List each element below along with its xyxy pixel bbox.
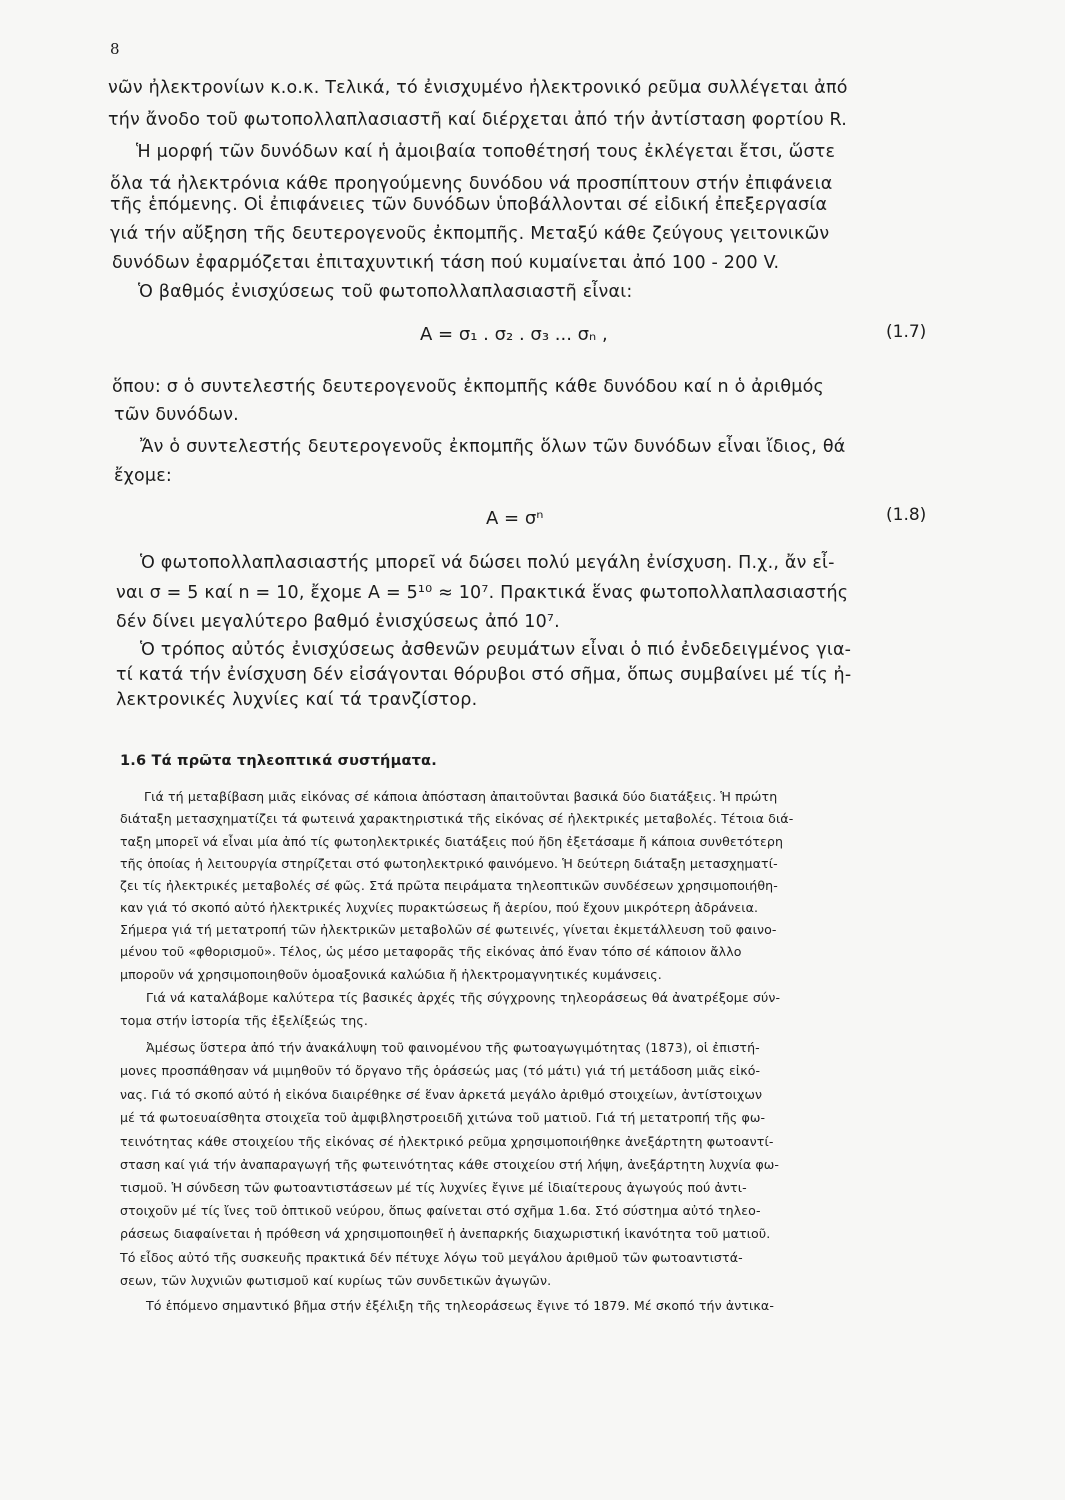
text-line: Τό ἑπόμενο σημαντικό βῆμα στήν ἐξέλιξη τῆς τηλεοράσεως ἔγινε τό 1879. Μέ σκοπό τήν ἀντικα- <box>146 1298 774 1313</box>
text-line: Ὁ τρόπος αὐτός ἐνισχύσεως ἀσθενῶν ρευμάτων εἶναι ὁ πιό ἐνδεδειγμένος για- <box>140 640 852 660</box>
text-line: σταση καί γιά τήν ἀναπαραγωγή τῆς φωτεινότητας κάθε στοιχείου στή λήψη, ἀνεξάρτητη λυχνία φω- <box>120 1157 780 1172</box>
section-heading: 1.6 Τά πρῶτα τηλεοπτικά συστήματα. <box>120 753 437 769</box>
text-line: νας. Γιά τό σκοπό αὐτό ἡ εἰκόνα διαιρέθηκε σέ ἕναν ἀρκετά μεγάλο ἀριθμό στοιχείων, ἀντίστοιχων <box>120 1087 763 1102</box>
text-line: τῆς ἑπόμενης. Οἱ ἐπιφάνειες τῶν δυνόδων ὑποβάλλονται σέ εἰδική ἐπεξεργασία <box>110 195 828 215</box>
text-line: ναι σ = 5 καί n = 10, ἔχομε A = 5¹⁰ ≈ 10⁷. Πρακτικά ἕνας φωτοπολλαπλασιαστής <box>116 583 849 603</box>
page-number: 8 <box>110 40 120 58</box>
text-line: τεινότητας κάθε στοιχείου τῆς εἰκόνας σέ ἠλεκτρικό ρεῦμα χρησιμοποιήθηκε ἀνεξάρτητη φωτοαντί- <box>120 1134 774 1149</box>
text-line: τῶν δυνόδων. <box>114 405 239 425</box>
text-line: τί κατά τήν ἐνίσχυση δέν εἰσάγονται θόρυβοι στό σῆμα, ὅπως συμβαίνει μέ τίς ἠ- <box>116 665 852 685</box>
equation-number: (1.7) <box>886 322 927 342</box>
text-line: τισμοῦ. Ἡ σύνδεση τῶν φωτοαντιστάσεων μέ τίς λυχνίες ἔγινε μέ ἰδιαίτερους ἀγωγούς πού ἀντι- <box>120 1180 747 1195</box>
text-line: ταξη μπορεῖ νά εἶναι μία ἀπό τίς φωτοηλεκτρικές διατάξεις πού ἤδη ἐξετάσαμε ἤ κάποια συνθετότερη <box>120 834 784 849</box>
text-line: Γιά νά καταλάβομε καλύτερα τίς βασικές ἀρχές τῆς σύγχρονης τηλεοράσεως θά ἀνατρέξομε σύν- <box>146 990 781 1005</box>
text-line: ἔχομε: <box>114 466 172 486</box>
text-line: διάταξη μετασχηματίζει τά φωτεινά χαρακτηριστικά τῆς εἰκόνας σέ ἠλεκτρικές μεταβολές. Τέτοια διά- <box>120 811 794 826</box>
text-line: νῶν ἠλεκτρονίων κ.ο.κ. Τελικά, τό ἐνισχυμένο ἠλεκτρονικό ρεῦμα συλλέγεται ἀπό <box>108 78 848 98</box>
text-line: Ἄν ὁ συντελεστής δευτερογενοῦς ἐκπομπῆς ὅλων τῶν δυνόδων εἶναι ἴδιος, θά <box>140 437 846 457</box>
text-line: ζει τίς ἠλεκτρικές μεταβολές σέ φῶς. Στά πρῶτα πειράματα τηλεοπτικῶν συνδέσεων χρησιμοποιήθη- <box>120 878 778 893</box>
text-line: τήν ἄνοδο τοῦ φωτοπολλαπλασιαστῆ καί διέρχεται ἀπό τήν ἀντίσταση φορτίου R. <box>108 110 848 130</box>
equation-1-7: A = σ₁ . σ₂ . σ₃ ... σₙ , <box>420 324 608 345</box>
equation-1-8: A = σⁿ <box>486 508 544 529</box>
text-line: τῆς ὁποίας ἡ λειτουργία στηρίζεται στό φωτοηλεκτρικό φαινόμενο. Ἡ δεύτερη διάταξη μετασχηματί- <box>120 856 778 871</box>
text-line: Σήμερα γιά τή μετατροπή τῶν ἠλεκτρικῶν μεταβολῶν σέ φωτεινές, γίνεται ἐκμετάλλευση τοῦ φαινο- <box>120 922 777 937</box>
text-line: καν γιά τό σκοπό αὐτό ἠλεκτρικές λυχνίες πυρακτώσεως ἤ ἀερίου, πού ἔχουν μικρότερη ἀδράνεια. <box>120 900 759 915</box>
text-line: λεκτρονικές λυχνίες καί τά τρανζίστορ. <box>116 690 478 710</box>
text-line: τομα στήν ἱστορία τῆς ἐξελίξεώς της. <box>120 1013 368 1028</box>
text-line: μέ τά φωτοευαίσθητα στοιχεῖα τοῦ ἀμφιβληστροειδῆ χιτώνα τοῦ ματιοῦ. Γιά τή μετατροπή τῆς φω- <box>120 1110 766 1125</box>
text-line: μονες προσπάθησαν νά μιμηθοῦν τό ὄργανο τῆς ὁράσεώς μας (τό μάτι) γιά τή μετάδοση μιᾶς εἰκό- <box>120 1063 761 1078</box>
text-line: στοιχοῦν μέ τίς ἴνες τοῦ ὀπτικοῦ νεύρου, ὅπως φαίνεται στό σχῆμα 1.6α. Στό σύστημα αὐτό τηλεο- <box>120 1203 761 1218</box>
text-line: Ὁ βαθμός ἐνισχύσεως τοῦ φωτοπολλαπλασιαστῆ εἶναι: <box>138 282 633 302</box>
text-line: ὅπου: σ ὁ συντελεστής δευτερογενοῦς ἐκπομπῆς κάθε δυνόδου καί n ὁ ἀριθμός <box>112 377 825 397</box>
text-line: σεων, τῶν λυχνιῶν φωτισμοῦ καί κυρίως τῶν συνδετικῶν ἀγωγῶν. <box>120 1273 552 1288</box>
text-line: μένου τοῦ «φθορισμοῦ». Τέλος, ὡς μέσο μεταφορᾶς τῆς εἰκόνας ἀπό ἕναν τόπο σέ κάποιον ἄλλο <box>120 944 742 959</box>
text-line: δέν δίνει μεγαλύτερο βαθμό ἐνισχύσεως ἀπό 10⁷. <box>116 612 560 632</box>
text-line: ὅλα τά ἠλεκτρόνια κάθε προηγούμενης δυνόδου νά προσπίπτουν στήν ἐπιφάνεια <box>110 174 833 194</box>
text-line: Ἡ μορφή τῶν δυνόδων καί ἡ ἀμοιβαία τοποθέτησή τους ἐκλέγεται ἔτσι, ὥστε <box>136 142 836 162</box>
text-line: μποροῦν νά χρησιμοποιηθοῦν ὁμοαξονικά καλώδια ἤ ἠλεκτρομαγνητικές κυμάνσεις. <box>120 967 662 982</box>
text-line: γιά τήν αὔξηση τῆς δευτερογενοῦς ἐκπομπῆς. Μεταξύ κάθε ζεύγους γειτονικῶν <box>110 224 830 244</box>
text-line: Ἀμέσως ὕστερα ἀπό τήν ἀνακάλυψη τοῦ φαινομένου τῆς φωτοαγωγιμότητας (1873), οἱ ἐπιστή- <box>146 1040 760 1055</box>
text-line: Τό εἶδος αὐτό τῆς συσκευῆς πρακτικά δέν πέτυχε λόγω τοῦ μεγάλου ἀριθμοῦ τῶν φωτοαντιστά- <box>120 1250 743 1265</box>
text-line: Γιά τή μεταβίβαση μιᾶς εἰκόνας σέ κάποια ἀπόσταση ἀπαιτοῦνται βασικά δύο διατάξεις. Ἡ πρώτη <box>144 789 778 804</box>
text-line: ράσεως διαφαίνεται ἡ πρόθεση νά χρησιμοποιηθεῖ ἡ ἀνεπαρκής διαχωριστική ἱκανότητα τοῦ ματιοῦ. <box>120 1226 771 1241</box>
text-line: Ὁ φωτοπολλαπλασιαστής μπορεῖ νά δώσει πολύ μεγάλη ἐνίσχυση. Π.χ., ἄν εἶ- <box>140 553 835 573</box>
equation-number: (1.8) <box>886 505 927 525</box>
text-line: δυνόδων ἐφαρμόζεται ἐπιταχυντική τάση πού κυμαίνεται ἀπό 100 - 200 V. <box>112 253 780 273</box>
